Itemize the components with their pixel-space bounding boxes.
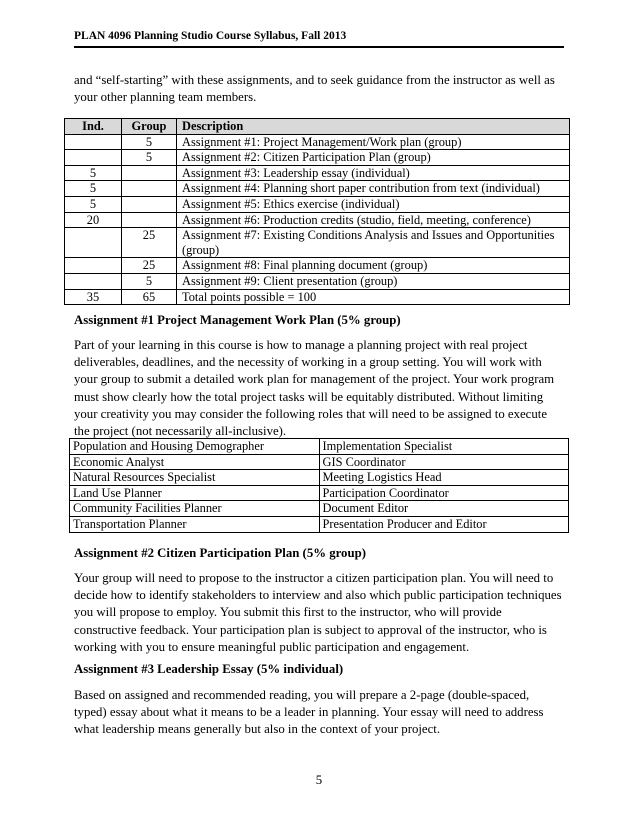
role-cell: Presentation Producer and Editor: [319, 516, 569, 532]
table-row: [65, 258, 570, 274]
assignment-2-heading: Assignment #2 Citizen Participation Plan (5% group): [74, 546, 366, 560]
table-row: [70, 439, 569, 455]
assignment-3-heading: Assignment #3 Leadership Essay (5% individual): [74, 662, 344, 676]
table-row: [65, 212, 570, 228]
intro-paragraph: and “self-starting” with these assignments, and to seek guidance from the instructor as well as your other planning team members.: [74, 73, 555, 105]
ind-points-total: 35: [65, 289, 122, 305]
table-row: [65, 150, 570, 166]
role-cell: Transportation Planner: [70, 516, 320, 532]
role-cell: Community Facilities Planner: [70, 501, 320, 517]
ind-points: 5: [65, 165, 122, 181]
ind-points: [65, 150, 122, 166]
ind-points: [65, 273, 122, 289]
column-header-description: Description: [177, 119, 570, 135]
assignment-3-body: Based on assigned and recommended reading, you will prepare a 2-page (double-spaced, typed) essay about what it means to be a leader in planning. Your essay will need to address what leadership means generally but also in the context of your project.: [74, 688, 544, 737]
table-row: [65, 196, 570, 212]
assignment-description: Assignment #6: Production credits (studio, field, meeting, conference): [177, 212, 570, 228]
role-cell: GIS Coordinator: [319, 454, 569, 470]
group-points: 25: [122, 258, 177, 274]
role-cell: Participation Coordinator: [319, 485, 569, 501]
role-cell: Economic Analyst: [70, 454, 320, 470]
role-cell: Natural Resources Specialist: [70, 470, 320, 486]
table-row: [70, 454, 569, 470]
assignment-description: Assignment #3: Leadership essay (individual): [177, 165, 570, 181]
role-cell: Population and Housing Demographer: [70, 439, 320, 455]
table-row: [65, 165, 570, 181]
table-row-total: [65, 289, 570, 305]
assignment-description: Assignment #2: Citizen Participation Plan (group): [177, 150, 570, 166]
page-number: 5: [315, 773, 323, 787]
role-cell: Land Use Planner: [70, 485, 320, 501]
table-row: [70, 470, 569, 486]
group-points: 25: [122, 228, 177, 258]
ind-points: [65, 134, 122, 150]
group-points: [122, 165, 177, 181]
grades-table: [64, 118, 570, 305]
ind-points: [65, 228, 122, 258]
ind-points: 5: [65, 181, 122, 197]
group-points-total: 65: [122, 289, 177, 305]
role-cell: Implementation Specialist: [319, 439, 569, 455]
assignment-1-body: Part of your learning in this course is how to manage a planning project with real project deliverables, deadlines, and the necessity of working in a group setting. You will work with your group to submit a detailed work plan for management of the project. Your work program must show clearly how the total project tasks will be equitably distributed. Without limiting your creativity you may consider the following roles that will need to be assigned to execute the project (not necessarily all-inclusive).: [74, 338, 555, 439]
table-row: [65, 134, 570, 150]
table-row: [65, 273, 570, 289]
group-points: 5: [122, 273, 177, 289]
group-points: [122, 181, 177, 197]
role-cell: Meeting Logistics Head: [319, 470, 569, 486]
ind-points: 5: [65, 196, 122, 212]
table-row: [70, 501, 569, 517]
role-cell: Document Editor: [319, 501, 569, 517]
assignment-description: Assignment #9: Client presentation (group): [177, 273, 570, 289]
assignment-description: Assignment #4: Planning short paper contribution from text (individual): [177, 181, 570, 197]
assignment-description: Assignment #8: Final planning document (group): [177, 258, 570, 274]
column-header-ind: Ind.: [65, 119, 122, 135]
roles-table: [69, 438, 569, 533]
ind-points: 20: [65, 212, 122, 228]
column-header-group: Group: [122, 119, 177, 135]
table-row: [70, 516, 569, 532]
assignment-2-body: Your group will need to propose to the instructor a citizen participation plan. You will need to decide how to identify stakeholders to interview and also which public participation techniques you will propose to employ. You submit this first to the instructor, who will provide constructive feedback. Your participation plan is subject to approval of the instructor, who is working with you to ensure meaningful public participation and engagement.: [74, 571, 562, 654]
ind-points: [65, 258, 122, 274]
table-row: [70, 485, 569, 501]
group-points: 5: [122, 150, 177, 166]
grades-table-header: [65, 119, 570, 135]
assignment-1-heading: Assignment #1 Project Management Work Plan (5% group): [74, 313, 401, 327]
page-header: PLAN 4096 Planning Studio Course Syllabus, Fall 2013: [74, 30, 564, 48]
total-description: Total points possible = 100: [177, 289, 570, 305]
group-points: [122, 196, 177, 212]
group-points: 5: [122, 134, 177, 150]
assignment-description: Assignment #7: Existing Conditions Analysis and Issues and Opportunities (group): [177, 228, 570, 258]
group-points: [122, 212, 177, 228]
assignment-description: Assignment #1: Project Management/Work plan (group): [177, 134, 570, 150]
table-row: [65, 228, 570, 258]
assignment-description: Assignment #5: Ethics exercise (individual): [177, 196, 570, 212]
table-row: [65, 181, 570, 197]
